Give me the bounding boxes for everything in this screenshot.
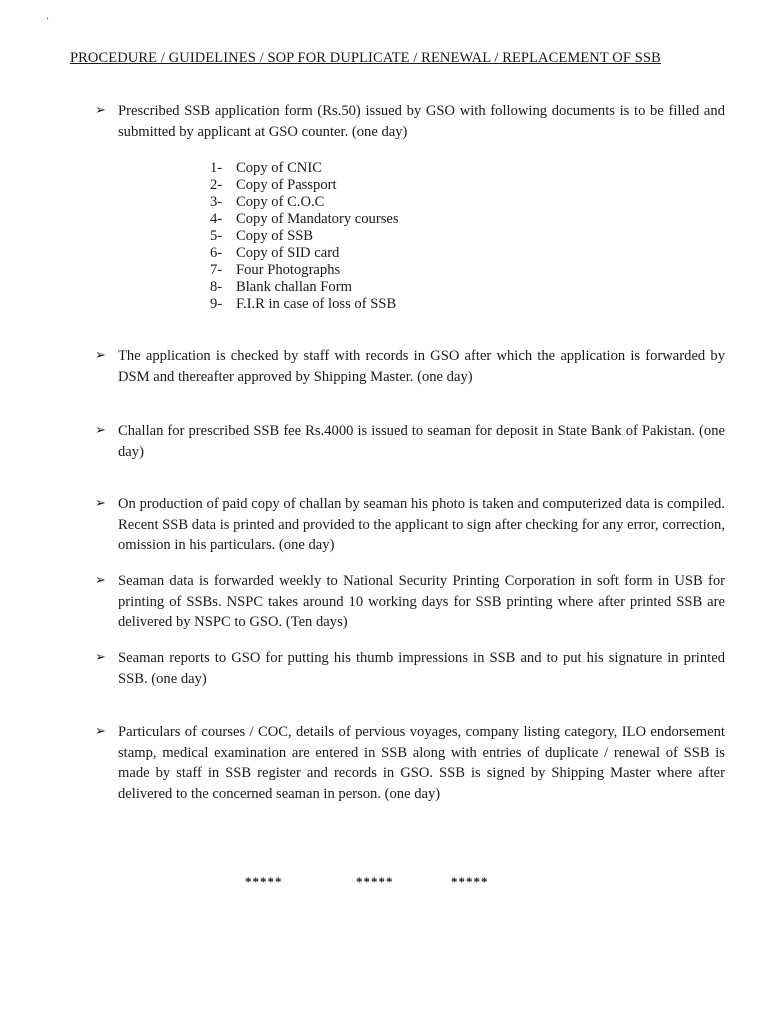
step-1 — [95, 101, 725, 142]
step-3 — [95, 421, 725, 462]
step-7 — [95, 722, 725, 804]
page-title: PROCEDURE / GUIDELINES / SOP FOR DUPLICATE / RENEWAL / REPLACEMENT OF SSB — [70, 50, 661, 66]
list-item: 1- Copy of CNIC — [210, 160, 322, 176]
documents-list — [210, 160, 510, 313]
arrow-bullet-icon: ➢ — [95, 724, 106, 739]
list-item: 7- Four Photographs — [210, 262, 341, 278]
scan-speck: ʼ — [46, 16, 49, 26]
list-item: 4- Copy of Mandatory courses — [210, 211, 399, 227]
step-text: The application is checked by staff with records in GSO after which the application is forwarded by DSM and thereafter approved by Shipping Master. (one day) — [118, 348, 725, 385]
arrow-bullet-icon: ➢ — [95, 650, 106, 665]
step-text: Seaman data is forwarded weekly to National Security Printing Corporation in soft form in USB for printing of SSBs. NSPC takes around 10 working days for SSB printing where after printed SSB are delivered by NSPC to GSO. (Ten days) — [118, 573, 725, 630]
arrow-bullet-icon: ➢ — [95, 348, 106, 363]
step-6 — [95, 648, 725, 689]
arrow-bullet-icon: ➢ — [95, 573, 106, 588]
step-text: On production of paid copy of challan by seaman his photo is taken and computerized data is compiled. Recent SSB data is printed and provided to the applicant to sign after checking for any error, correction, omission in his particulars. (one day) — [118, 496, 725, 553]
list-item: 9- F.I.R in case of loss of SSB — [210, 296, 397, 312]
step-text: Prescribed SSB application form (Rs.50) issued by GSO with following documents is to be filled and submitted by applicant at GSO counter. (one day) — [118, 103, 725, 140]
step-text: Challan for prescribed SSB fee Rs.4000 is issued to seaman for deposit in State Bank of Pakistan. (one day) — [118, 423, 725, 460]
arrow-bullet-icon: ➢ — [95, 496, 106, 511]
step-2 — [95, 346, 725, 387]
footer-stars: ***** — [451, 874, 489, 889]
footer-stars: ***** — [245, 874, 283, 889]
footer-stars: ***** — [356, 874, 394, 889]
step-5 — [95, 571, 725, 633]
step-4 — [95, 494, 725, 556]
list-item: 5- Copy of SSB — [210, 228, 314, 244]
list-item: 3- Copy of C.O.C — [210, 194, 325, 210]
step-text: Particulars of courses / COC, details of pervious voyages, company listing category, ILO endorsement stamp, medical examination are entered in SSB along with entries of duplicate / renewal of SSB is made by staff in SSB register and records in GSO. SSB is signed by Shipping Master where after delivered to the concerned seaman in person. (one day) — [118, 724, 725, 802]
arrow-bullet-icon: ➢ — [95, 423, 106, 438]
list-item: 8- Blank challan Form — [210, 279, 352, 295]
list-item: 6- Copy of SID card — [210, 245, 340, 261]
list-item: 2- Copy of Passport — [210, 177, 337, 193]
arrow-bullet-icon: ➢ — [95, 103, 106, 118]
step-text: Seaman reports to GSO for putting his thumb impressions in SSB and to put his signature in printed SSB. (one day) — [118, 650, 725, 687]
